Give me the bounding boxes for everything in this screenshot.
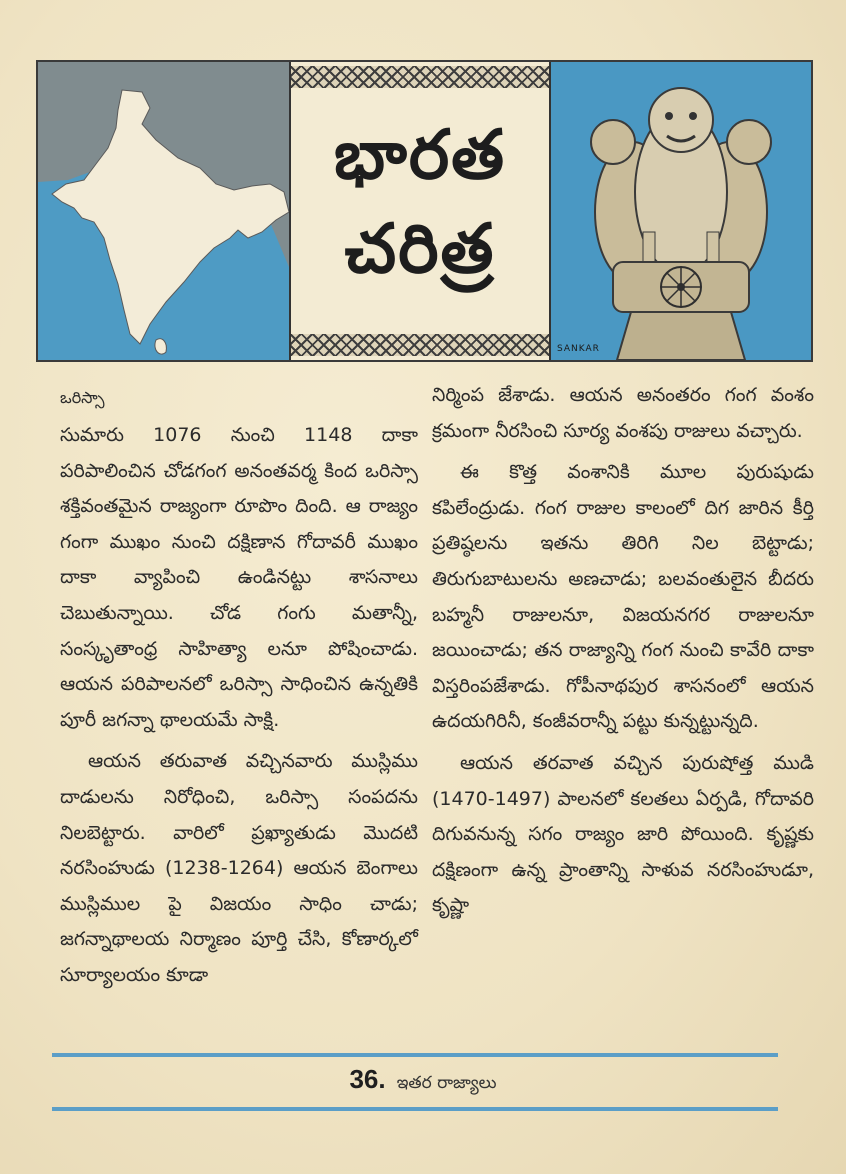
banner-title-line2: చరిత్ర (344, 210, 496, 289)
footer-rule-bottom (52, 1107, 778, 1111)
artist-signature: SANKAR (557, 344, 600, 354)
title-banner (36, 60, 813, 362)
title-panel (289, 62, 551, 360)
india-map-panel (38, 62, 289, 360)
india-map-illustration (38, 62, 289, 360)
left-column (60, 378, 418, 994)
right-column (432, 378, 814, 924)
decorative-border-top (291, 66, 549, 88)
section-heading-orissa: ఒరిస్సా (60, 388, 105, 407)
left-paragraph-1: సుమారు 1076 నుంచి 1148 దాకా పరిపాలించిన చోడగంగ అనంతవర్మ కింద ఒరిస్సా శక్తివంతమైన రాజ్యంగా రూపొం దింది. ఆ రాజ్యం గంగా ముఖం నుంచి దక్షిణాన గోదావరీ ముఖం దాకా వ్యాపించి ఉండినట్టు శాసనాలు చెబుతున్నాయి. చోడ గంగు మతాన్నీ, సంస్కృతాంధ్ర సాహిత్యా లనూ పోషించాడు. ఆయన పరిపాలనలో ఒరిస్సా సాధించిన ఉన్నతికి పూరీ జగన్నా థాలయమే సాక్షి. (60, 424, 418, 731)
right-paragraph-1: నిర్మింప జేశాడు. ఆయన అనంతరం గంగ వంశం క్రమంగా నీరసించి సూర్య వంశపు రాజులు వచ్చారు. (432, 384, 814, 442)
decorative-border-bottom (291, 334, 549, 356)
lion-capital-emblem (551, 62, 811, 360)
footer-section-title: ఇతర రాజ్యాలు (396, 1073, 497, 1093)
footer-rule-top (52, 1053, 778, 1057)
right-paragraph-2: ఈ కొత్త వంశానికి మూల పురుషుడు కపిలేంద్రుడు. గంగ రాజుల కాలంలో దిగ జారిన కీర్తి ప్రతిష్ఠలను ఇతను తిరిగి నిల బెట్టాడు; తిరుగుబాటులను అణచాడు; బలవంతులైన బీదరు బహ్మనీ రాజులనూ, విజయనగర రాజులనూ జయించాడు; తన రాజ్యాన్ని గంగ నుంచి కావేరి దాకా విస్తరింపజేశాడు. గోపీనాథపుర శాసనంలో ఆయన ఉదయగిరినీ, కంజీవరాన్నీ పట్టు కున్నట్టున్నది. (432, 461, 814, 733)
page-footer (0, 1064, 846, 1097)
page-number: 36. (349, 1064, 386, 1094)
right-paragraph-3: ఆయన తరవాత వచ్చిన పురుషోత్త ముడి (1470-1497) పాలనలో కలతలు ఏర్పడి, గోదావరి దిగువనున్న సగం రాజ్యం జారి పోయింది. కృష్ణకు దక్షిణంగా ఉన్న ప్రాంతాన్ని సాళువ నరసింహుడూ, కృష్ణా (432, 751, 814, 917)
emblem-panel (551, 62, 811, 360)
banner-title-line1: భారత (333, 116, 507, 195)
left-paragraph-2: ఆయన తరువాత వచ్చినవారు ముస్లిము దాడులను నిరోధించి, ఒరిస్సా సంపదను నిలబెట్టారు. వారిలో ప్రఖ్యాతుడు మొదటి నరసింహుడు (1238-1264) ఆయన బెంగాలు ముస్లిముల పై విజయం సాధిం చాడు; జగన్నాథాలయ నిర్మాణం పూర్తి చేసి, కోణార్కలో సూర్యాలయం కూడా (60, 750, 418, 986)
